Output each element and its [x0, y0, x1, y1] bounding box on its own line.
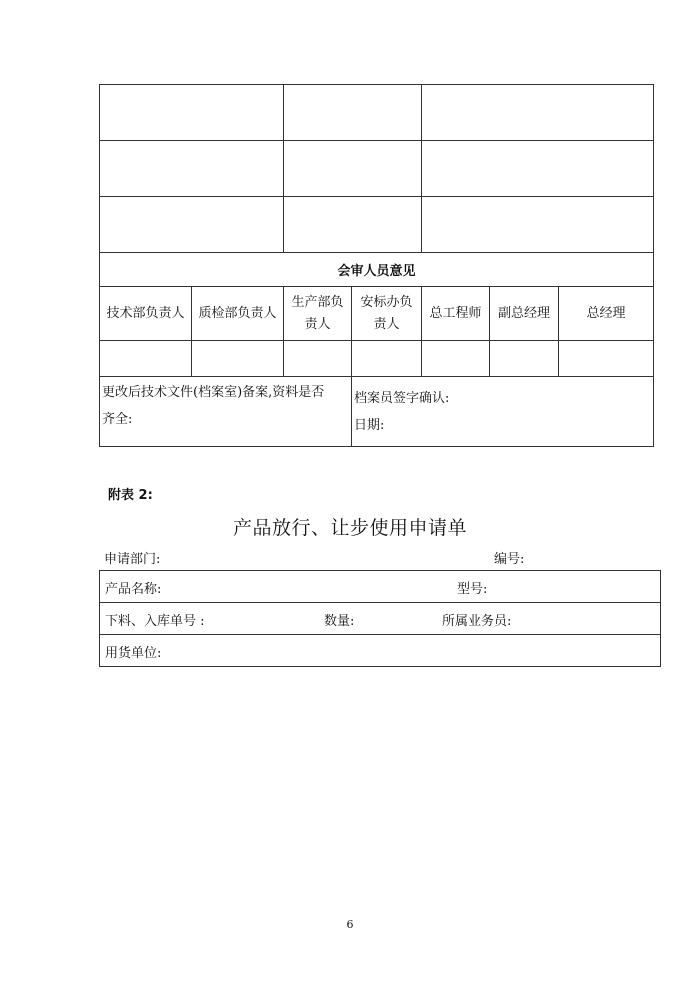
role-chief-engineer: 总工程师: [422, 287, 490, 341]
signature-cell: [284, 341, 352, 377]
table-row: [100, 85, 654, 141]
table-row: [100, 571, 661, 603]
stock-no-label: 下料、入库单号 :: [105, 614, 205, 629]
table-cell: [422, 85, 654, 141]
form-row-product: [100, 571, 661, 603]
form-row-stock: [100, 603, 661, 635]
table-row: [100, 253, 654, 287]
role-production-dept: 生产部负 责人: [284, 287, 352, 341]
appendix-label: 附表 2:: [108, 488, 153, 503]
serial-no-label: 编号:: [494, 552, 525, 567]
table-cell: [422, 197, 654, 253]
role-tech-dept: 技术部负责人: [100, 287, 192, 341]
table-row: [100, 287, 654, 341]
date-label: 日期:: [354, 418, 385, 433]
model-label: 型号:: [457, 582, 488, 597]
customer-label: 用货单位:: [105, 646, 162, 661]
signature-cell: [422, 341, 490, 377]
role-safety-office: 安标办负 责人: [352, 287, 422, 341]
table-cell: [100, 85, 284, 141]
table-cell: [284, 197, 422, 253]
quantity-label: 数量:: [324, 614, 355, 629]
archivist-sign-label: 档案员签字确认:: [354, 391, 450, 406]
table-row: [100, 377, 654, 447]
table-cell: [422, 141, 654, 197]
table-cell: [100, 141, 284, 197]
product-name-label: 产品名称:: [105, 582, 162, 597]
salesperson-label: 所属业务员:: [442, 614, 512, 629]
table-row: [100, 635, 661, 667]
signature-cell: [352, 341, 422, 377]
table-row: [100, 603, 661, 635]
review-section-title: 会审人员意见: [100, 253, 654, 287]
table-row: [100, 141, 654, 197]
role-gm: 总经理: [559, 287, 654, 341]
table-cell: [100, 197, 284, 253]
table-cell: [284, 141, 422, 197]
table-cell: [284, 85, 422, 141]
apply-dept-label: 申请部门:: [104, 552, 161, 567]
form-row-customer: [100, 635, 661, 667]
page-number: 6: [346, 918, 354, 931]
table-row: [100, 341, 654, 377]
archivist-cell: [352, 377, 654, 447]
signature-cell: [100, 341, 192, 377]
archive-note: 更改后技术文件(档案室)备案,资料是否 齐全:: [100, 377, 352, 447]
signature-cell: [192, 341, 284, 377]
role-deputy-gm: 副总经理: [490, 287, 559, 341]
form-title: 产品放行、让步使用申请单: [232, 517, 467, 539]
table-row: [100, 197, 654, 253]
signature-cell: [490, 341, 559, 377]
role-qc-dept: 质检部负责人: [192, 287, 284, 341]
application-form-table: [99, 570, 661, 667]
review-table: [99, 84, 654, 447]
signature-cell: [559, 341, 654, 377]
